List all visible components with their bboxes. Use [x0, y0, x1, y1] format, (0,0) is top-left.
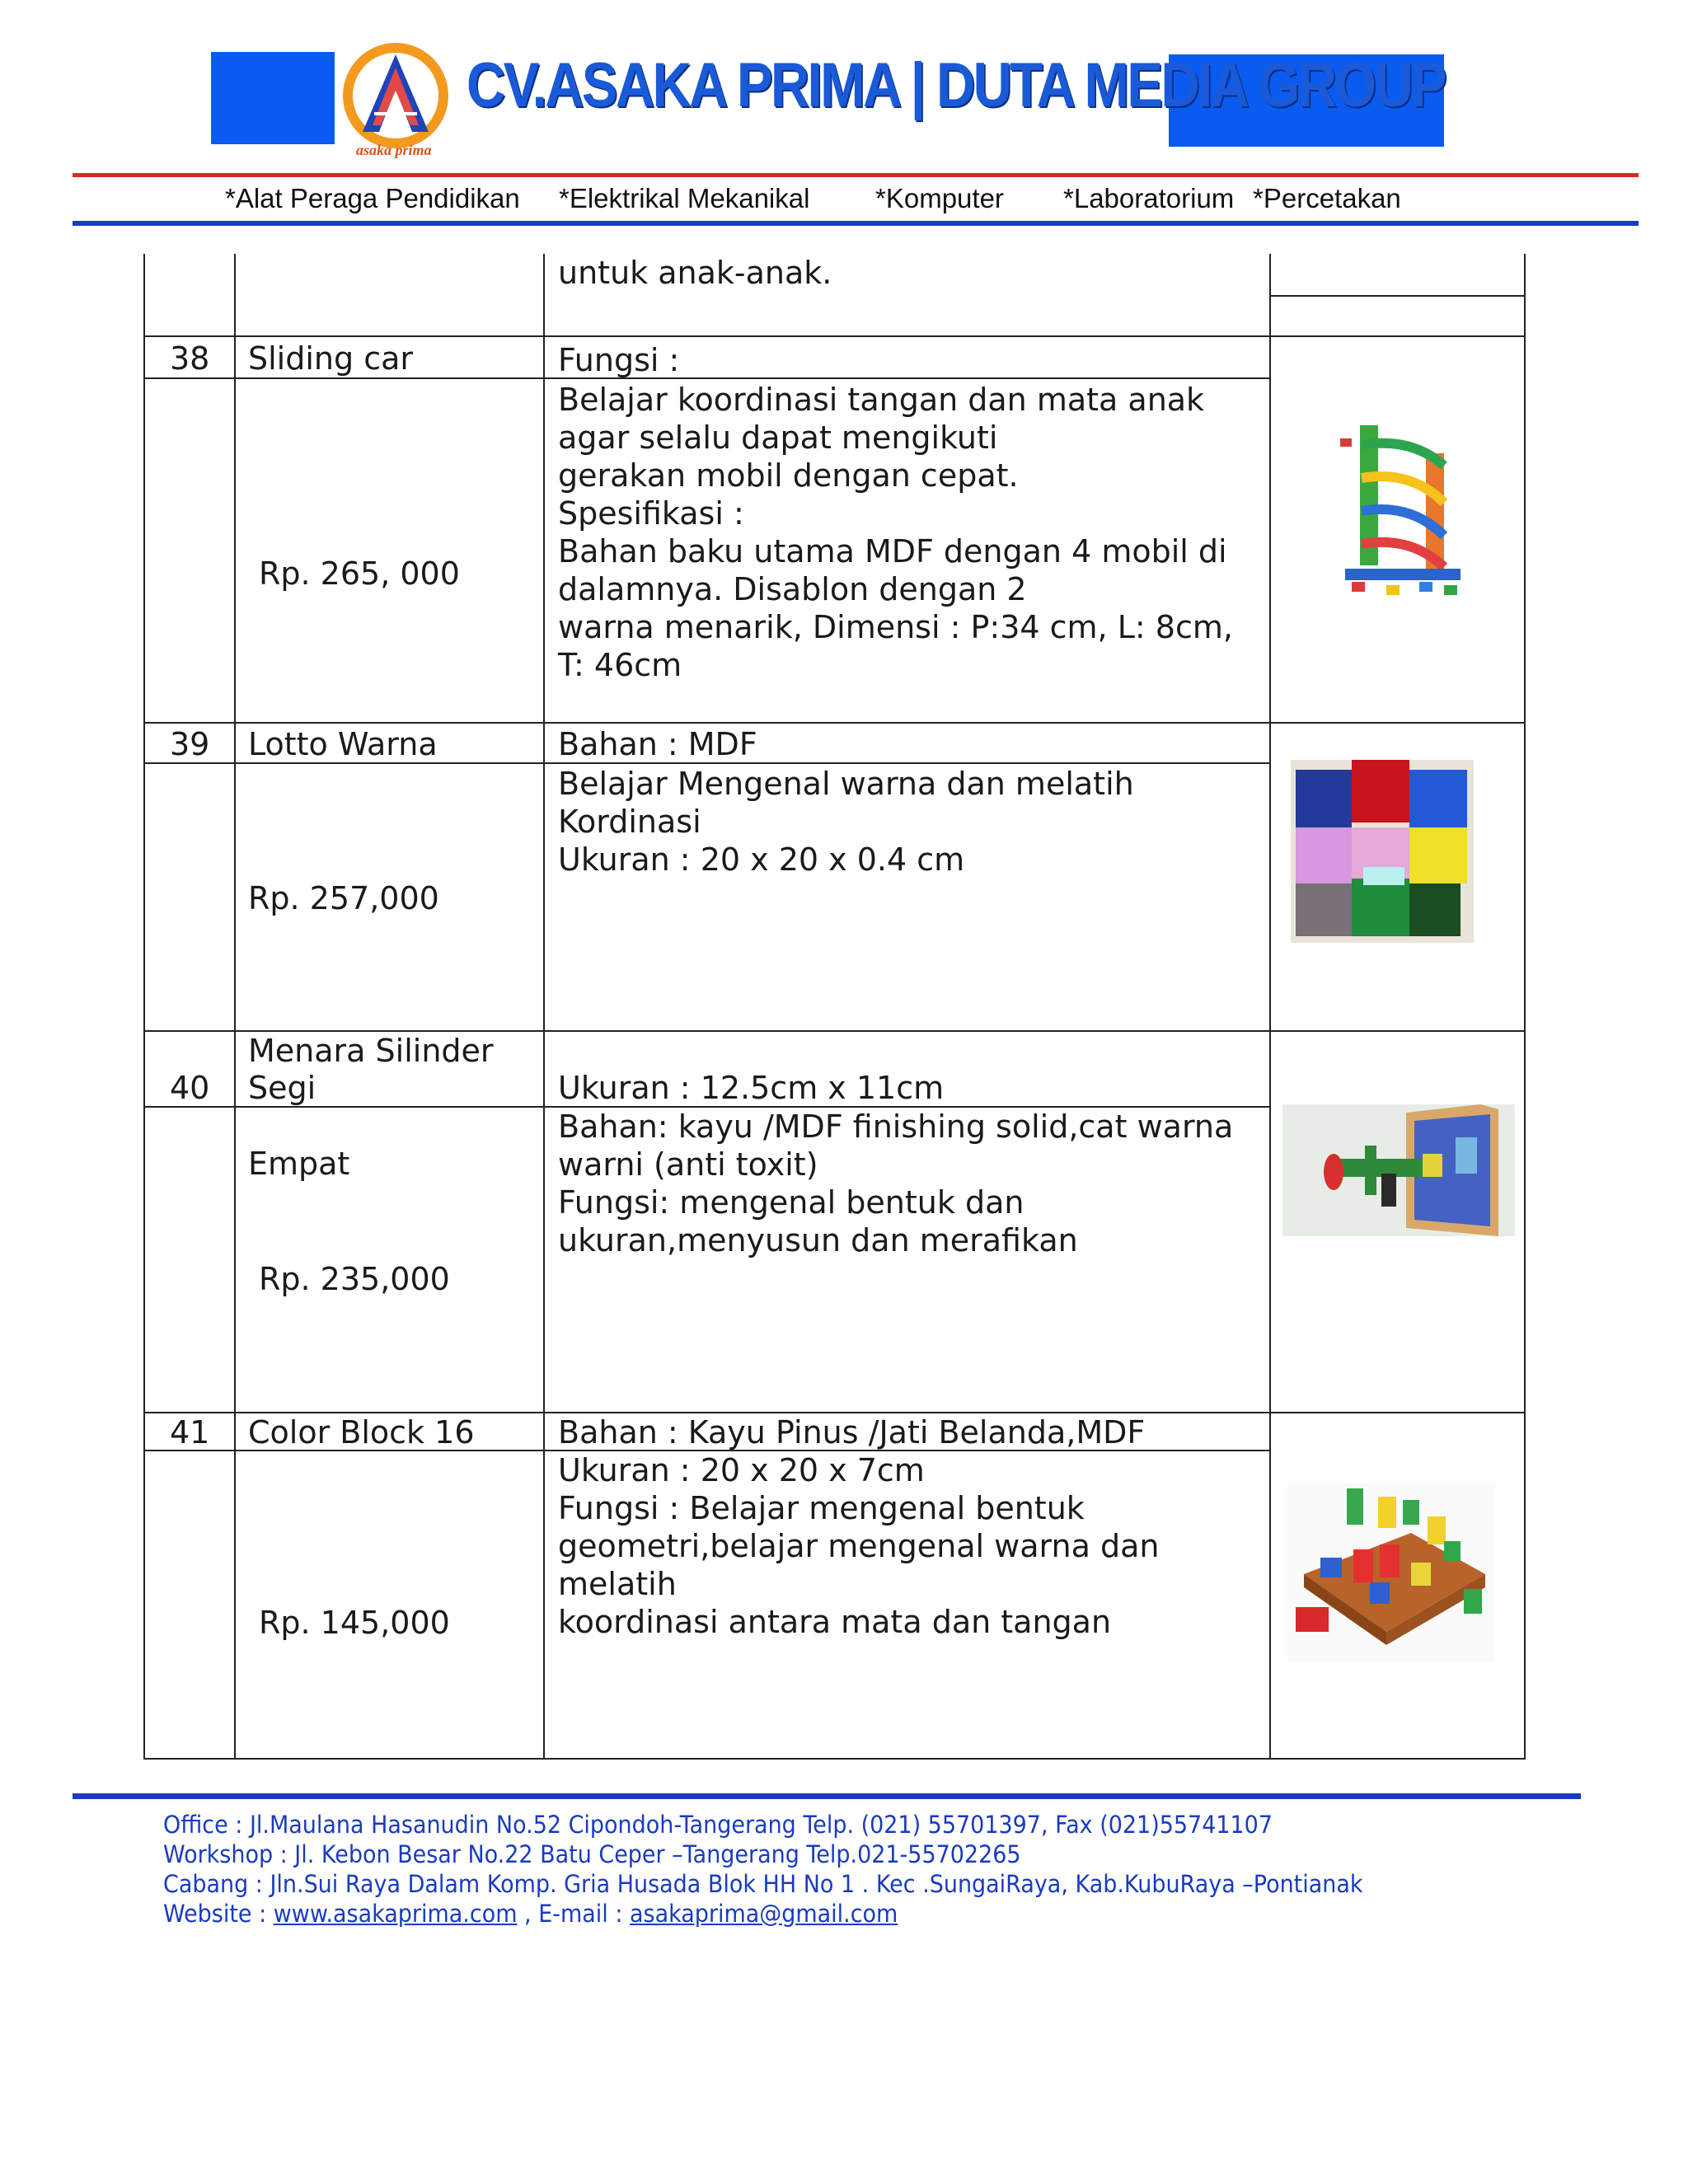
description-line: melatih [558, 1566, 677, 1602]
row-number: 38 [170, 340, 210, 377]
tagline-alat-peraga: *Alat Peraga Pendidikan [225, 183, 520, 213]
product-title-line: Fungsi : [558, 342, 680, 378]
tagline-laboratorium: *Laboratorium [1063, 183, 1235, 213]
description-line: gerakan mobil dengan cepat. [558, 457, 1019, 494]
description-line: koordinasi antara mata dan tangan [558, 1604, 1112, 1640]
email-label: , E-mail : [517, 1900, 630, 1928]
footer-cabang: Cabang : Jln.Sui Raya Dalam Komp. Gria Husada Blok HH No 1 . Kec .SungaiRaya, Kab.KubuRaya –Pontianak [163, 1870, 1363, 1898]
product-price: Rp. 265, 000 [259, 555, 460, 592]
footer-workshop: Workshop : Jl. Kebon Besar No.22 Batu Ceper –Tangerang Telp.021-55702265 [163, 1840, 1021, 1868]
description-line: Kordinasi [558, 804, 701, 840]
description-line: Fungsi: mengenal bentuk dan [558, 1184, 1025, 1221]
description-line: geometri,belajar mengenal warna dan [558, 1528, 1160, 1564]
description-line: ukuran,menyusun dan merafikan [558, 1222, 1078, 1258]
description-line: Bahan: kayu /MDF finishing solid,cat warna [558, 1108, 1234, 1145]
tagline-percetakan: *Percetakan [1253, 183, 1401, 213]
company-name: CV.ASAKA PRIMA | DUTA MEDIA GROUP [467, 50, 1446, 120]
header-blue-block-left [211, 52, 335, 144]
description-line: agar selalu dapat mengikuti [558, 419, 998, 456]
description-line: Belajar koordinasi tangan dan mata anak [558, 382, 1205, 418]
product-title-line: Bahan : Kayu Pinus /Jati Belanda,MDF [558, 1414, 1146, 1451]
table-line-row38-mid [143, 377, 1271, 379]
table-border-col2 [543, 254, 545, 1760]
table-line-cont-image [1269, 295, 1526, 297]
description-line: Bahan baku utama MDF dengan 4 mobil di [558, 533, 1227, 569]
table-border-col1 [234, 254, 236, 1760]
menara-silinder-image [1282, 1104, 1515, 1236]
table-border-left [143, 254, 145, 1760]
description-line: Ukuran : 20 x 20 x 0.4 cm [558, 841, 965, 878]
email-link[interactable]: asakaprima@gmail.com [629, 1900, 898, 1928]
row-number: 39 [170, 726, 210, 762]
footer-website-line [163, 1899, 1363, 1929]
footer-contact [163, 1810, 1363, 1929]
sliding-car-image [1337, 420, 1469, 603]
footer-office: Office : Jl.Maulana Hasanudin No.52 Cipondoh-Tangerang Telp. (021) 55701397, Fax (021)55741107 [163, 1811, 1273, 1839]
table-border-bottom [143, 1758, 1526, 1760]
product-name: Segi [248, 1070, 316, 1106]
product-name: Sliding car [248, 340, 414, 377]
website-link[interactable]: www.asakaprima.com [273, 1900, 518, 1928]
table-border-right [1524, 254, 1526, 1760]
tagline-komputer: *Komputer [875, 183, 1004, 213]
company-logo [338, 40, 453, 162]
footer-rule [73, 1793, 1581, 1799]
product-name-continued: Empat [248, 1146, 350, 1182]
continuation-text: untuk anak-anak. [558, 255, 832, 291]
description-line: Spesifikasi : [558, 495, 744, 532]
lotto-warna-image [1291, 760, 1474, 943]
description-line: warna menarik, Dimensi : P:34 cm, L: 8cm, [558, 609, 1233, 645]
description-line: Belajar Mengenal warna dan melatih [558, 766, 1134, 802]
product-name: Color Block 16 [248, 1414, 475, 1451]
table-line-row38-top [143, 335, 1526, 337]
description-line: warni (anti toxit) [558, 1146, 818, 1183]
header-rule-blue [73, 221, 1639, 226]
product-title-line: Ukuran : 12.5cm x 11cm [558, 1070, 945, 1106]
product-description [558, 1451, 1159, 1641]
product-description [558, 381, 1233, 684]
description-line: Ukuran : 20 x 20 x 7cm [558, 1452, 925, 1488]
description-line: Fungsi : Belajar mengenal bentuk [558, 1490, 1085, 1526]
table-border-col3 [1269, 254, 1271, 1760]
logo-caption: asaka prima [356, 142, 432, 158]
product-description [558, 1108, 1233, 1259]
color-block-image [1287, 1483, 1495, 1661]
product-title-line: Bahan : MDF [558, 726, 757, 762]
product-description [558, 765, 1134, 879]
product-price: Rp. 235,000 [259, 1261, 450, 1297]
header-rule-red [73, 173, 1639, 177]
description-line: T: 46cm [558, 647, 682, 683]
table-line-row39-top [143, 722, 1526, 724]
tagline-elektrikal: *Elektrikal Mekanikal [559, 183, 810, 213]
product-price: Rp. 257,000 [248, 880, 439, 916]
product-name: Lotto Warna [248, 726, 438, 762]
website-label: Website : [163, 1900, 274, 1928]
product-name: Menara Silinder [248, 1033, 494, 1069]
row-number: 41 [170, 1414, 210, 1451]
product-price: Rp. 145,000 [259, 1605, 450, 1641]
description-line: dalamnya. Disablon dengan 2 [558, 571, 1027, 607]
row-number: 40 [170, 1070, 210, 1106]
